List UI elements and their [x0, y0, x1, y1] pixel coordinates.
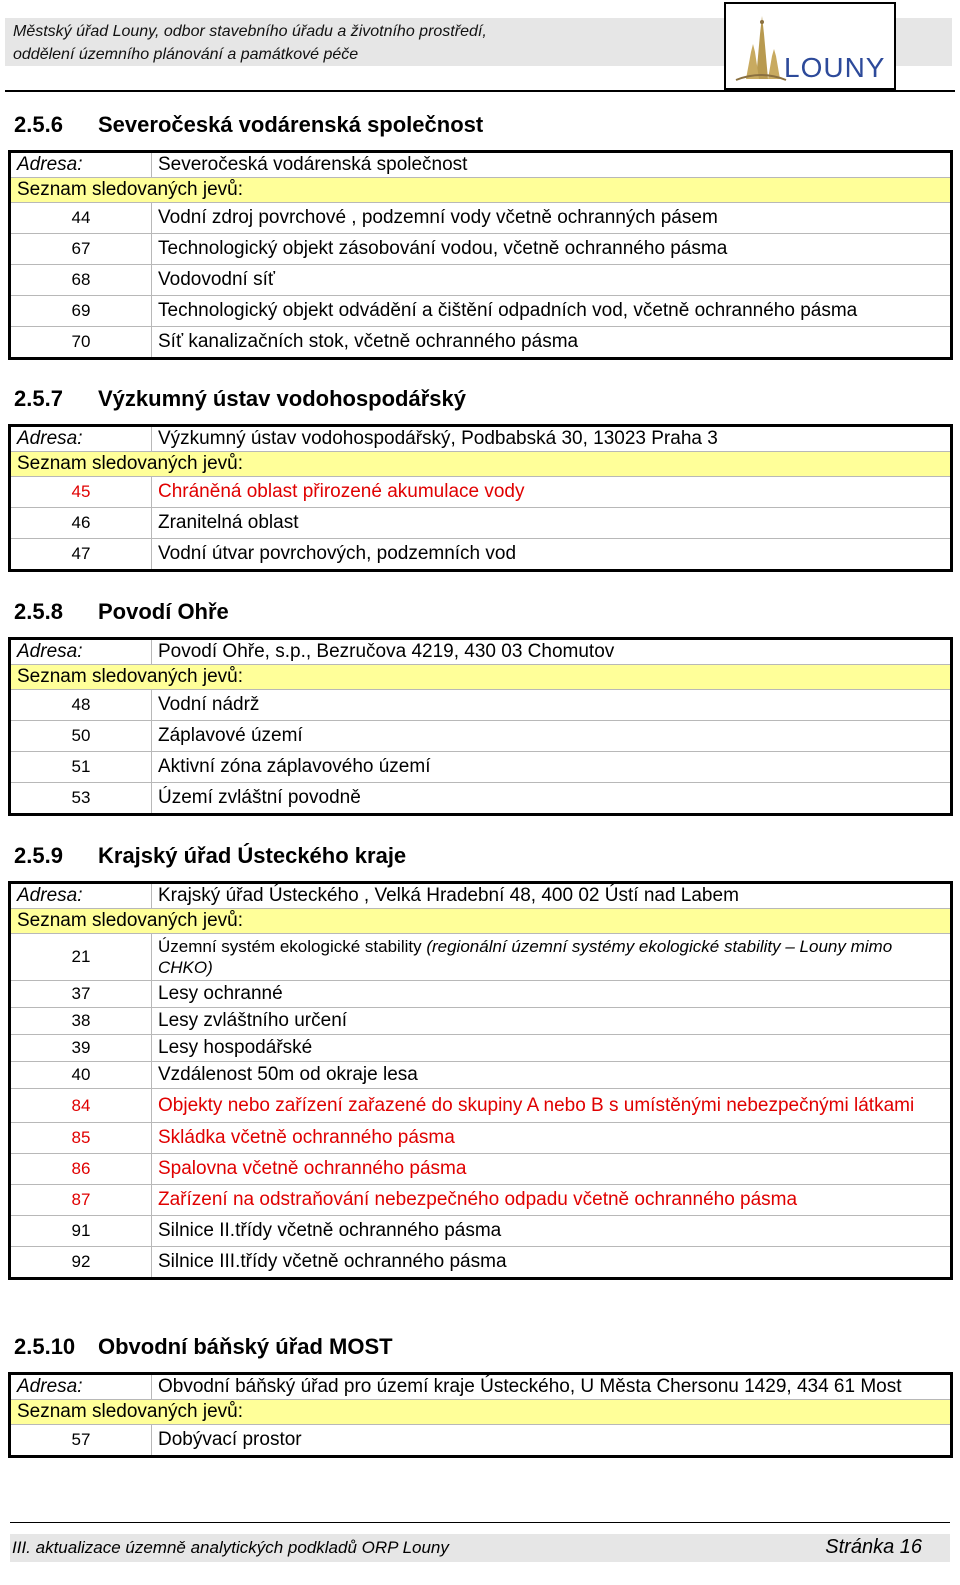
item-number: 85: [10, 1123, 152, 1154]
section-number: 2.5.10: [14, 1334, 76, 1359]
section-2-5-9: [8, 843, 953, 1280]
item-text-cell: [152, 934, 952, 981]
seznam-label: Seznam sledovaných jevů:: [10, 1400, 952, 1425]
seznam-row: [10, 909, 952, 934]
table-row: [10, 539, 952, 571]
item-number: 84: [10, 1089, 152, 1123]
table-row: [10, 203, 952, 234]
address-row: [10, 1374, 952, 1400]
item-number: 91: [10, 1216, 152, 1247]
agency-table: [8, 424, 953, 572]
item-number: 53: [10, 783, 152, 815]
louny-logo: [724, 2, 896, 90]
section-number: 2.5.9: [14, 843, 63, 868]
item-text: Vodní nádrž: [152, 690, 952, 721]
item-text: Dobývací prostor: [152, 1425, 952, 1457]
seznam-row: [10, 452, 952, 477]
header-line-1: Městský úřad Louny, odbor stavebního úřadu a životního prostředí,: [13, 23, 487, 40]
agency-table: [8, 881, 953, 1280]
item-number: 50: [10, 721, 152, 752]
item-text: Síť kanalizačních stok, včetně ochranného pásma: [152, 327, 952, 359]
section-title-text: Obvodní báňský úřad MOST: [98, 1334, 393, 1359]
address-row: [10, 426, 952, 452]
item-text: Chráněná oblast přirozené akumulace vody: [152, 477, 952, 508]
table-row: [10, 752, 952, 783]
page-number: Stránka 16: [825, 1536, 922, 1558]
section-2-5-8: [8, 599, 953, 816]
address-value: Výzkumný ústav vodohospodářský, Podbabská 30, 13023 Praha 3: [152, 426, 952, 452]
table-row: [10, 477, 952, 508]
section-number: 2.5.7: [14, 386, 63, 411]
address-value: Severočeská vodárenská společnost: [152, 152, 952, 178]
address-value: Krajský úřad Ústeckého , Velká Hradební 48, 400 02 Ústí nad Labem: [152, 883, 952, 909]
section-title: [8, 599, 953, 625]
item-number: 37: [10, 981, 152, 1008]
address-label: Adresa:: [10, 152, 152, 178]
section-title-text: Krajský úřad Ústeckého kraje: [98, 843, 407, 868]
item-text: Vodní zdroj povrchové , podzemní vody včetně ochranných pásem: [152, 203, 952, 234]
item-text: Území zvláštní povodně: [152, 783, 952, 815]
section-title-text: Povodí Ohře: [98, 599, 229, 624]
address-row: [10, 639, 952, 665]
seznam-label: Seznam sledovaných jevů:: [10, 665, 952, 690]
section-2-5-7: [8, 386, 953, 572]
logo-text: LOUNY: [784, 52, 886, 83]
item-text: Vodovodní síť: [152, 265, 952, 296]
table-row: [10, 296, 952, 327]
footer-document-title: III. aktualizace územně analytických podkladů ORP Louny: [12, 1538, 449, 1557]
agency-table: [8, 1372, 953, 1458]
item-text: Zařízení na odstraňování nebezpečného odpadu včetně ochranného pásma: [152, 1185, 952, 1216]
section-number: 2.5.8: [14, 599, 63, 624]
item-text: Skládka včetně ochranného pásma: [152, 1123, 952, 1154]
item-number: 38: [10, 1008, 152, 1035]
item-text: Zranitelná oblast: [152, 508, 952, 539]
page-footer: [10, 1534, 950, 1562]
table-row: [10, 1008, 952, 1035]
item-text: Vzdálenost 50m od okraje lesa: [152, 1062, 952, 1089]
item-number: 46: [10, 508, 152, 539]
address-value: Obvodní báňský úřad pro území kraje Ústeckého, U Města Chersonu 1429, 434 61 Most: [152, 1374, 952, 1400]
item-text: Vodní útvar povrchových, podzemních vod: [152, 539, 952, 571]
section-title: [8, 112, 953, 138]
item-number: 44: [10, 203, 152, 234]
seznam-label: Seznam sledovaných jevů:: [10, 178, 952, 203]
section-title: [8, 386, 953, 412]
section-title-text: Severočeská vodárenská společnost: [98, 112, 484, 137]
header-text: [13, 20, 487, 66]
table-row: [10, 1216, 952, 1247]
table-row: [10, 1089, 952, 1123]
table-row: [10, 690, 952, 721]
section-2-5-10: [8, 1334, 953, 1458]
agency-table: [8, 150, 953, 360]
item-text: Záplavové území: [152, 721, 952, 752]
item-text: Aktivní zóna záplavového území: [152, 752, 952, 783]
header-divider: [5, 90, 955, 92]
table-row: [10, 1035, 952, 1062]
item-text: Lesy hospodářské: [152, 1035, 952, 1062]
table-row: [10, 721, 952, 752]
table-row: [10, 508, 952, 539]
address-row: [10, 883, 952, 909]
table-row: [10, 934, 952, 981]
item-note: (regionální územní systémy ekologické stability – Louny mimo CHKO): [158, 937, 893, 977]
address-label: Adresa:: [10, 639, 152, 665]
item-number: 40: [10, 1062, 152, 1089]
item-text: Územní systém ekologické stability: [158, 937, 422, 956]
item-number: 68: [10, 265, 152, 296]
item-text: Technologický objekt zásobování vodou, včetně ochranného pásma: [152, 234, 952, 265]
table-row: [10, 265, 952, 296]
section-number: 2.5.6: [14, 112, 63, 137]
item-number: 70: [10, 327, 152, 359]
item-number: 92: [10, 1247, 152, 1279]
seznam-row: [10, 178, 952, 203]
seznam-label: Seznam sledovaných jevů:: [10, 909, 952, 934]
table-row: [10, 783, 952, 815]
table-row: [10, 981, 952, 1008]
item-text: Lesy ochranné: [152, 981, 952, 1008]
table-row: [10, 327, 952, 359]
table-row: [10, 1154, 952, 1185]
table-row: [10, 1185, 952, 1216]
item-number: 21: [10, 934, 152, 981]
item-text: Silnice III.třídy včetně ochranného pásma: [152, 1247, 952, 1279]
footer-divider: [10, 1522, 950, 1523]
item-text: Objekty nebo zařízení zařazené do skupiny A nebo B s umístěnými nebezpečnými látkami: [152, 1089, 952, 1123]
table-row: [10, 1425, 952, 1457]
seznam-row: [10, 665, 952, 690]
seznam-label: Seznam sledovaných jevů:: [10, 452, 952, 477]
address-label: Adresa:: [10, 1374, 152, 1400]
section-title: [8, 843, 953, 869]
section-title: [8, 1334, 953, 1360]
table-row: [10, 1247, 952, 1279]
header-line-2: oddělení územního plánování a památkové péče: [13, 46, 359, 63]
agency-table: [8, 637, 953, 816]
item-number: 57: [10, 1425, 152, 1457]
item-number: 39: [10, 1035, 152, 1062]
address-row: [10, 152, 952, 178]
item-text: Technologický objekt odvádění a čištění odpadních vod, včetně ochranného pásma: [152, 296, 952, 327]
item-number: 67: [10, 234, 152, 265]
item-number: 69: [10, 296, 152, 327]
item-number: 86: [10, 1154, 152, 1185]
section-2-5-6: [8, 112, 953, 360]
table-row: [10, 234, 952, 265]
item-number: 87: [10, 1185, 152, 1216]
item-number: 47: [10, 539, 152, 571]
table-row: [10, 1062, 952, 1089]
item-text: Lesy zvláštního určení: [152, 1008, 952, 1035]
seznam-row: [10, 1400, 952, 1425]
item-text: Silnice II.třídy včetně ochranného pásma: [152, 1216, 952, 1247]
item-number: 51: [10, 752, 152, 783]
section-title-text: Výzkumný ústav vodohospodářský: [98, 386, 466, 411]
item-text: Spalovna včetně ochranného pásma: [152, 1154, 952, 1185]
address-value: Povodí Ohře, s.p., Bezručova 4219, 430 03 Chomutov: [152, 639, 952, 665]
address-label: Adresa:: [10, 426, 152, 452]
item-number: 48: [10, 690, 152, 721]
item-number: 45: [10, 477, 152, 508]
address-label: Adresa:: [10, 883, 152, 909]
table-row: [10, 1123, 952, 1154]
